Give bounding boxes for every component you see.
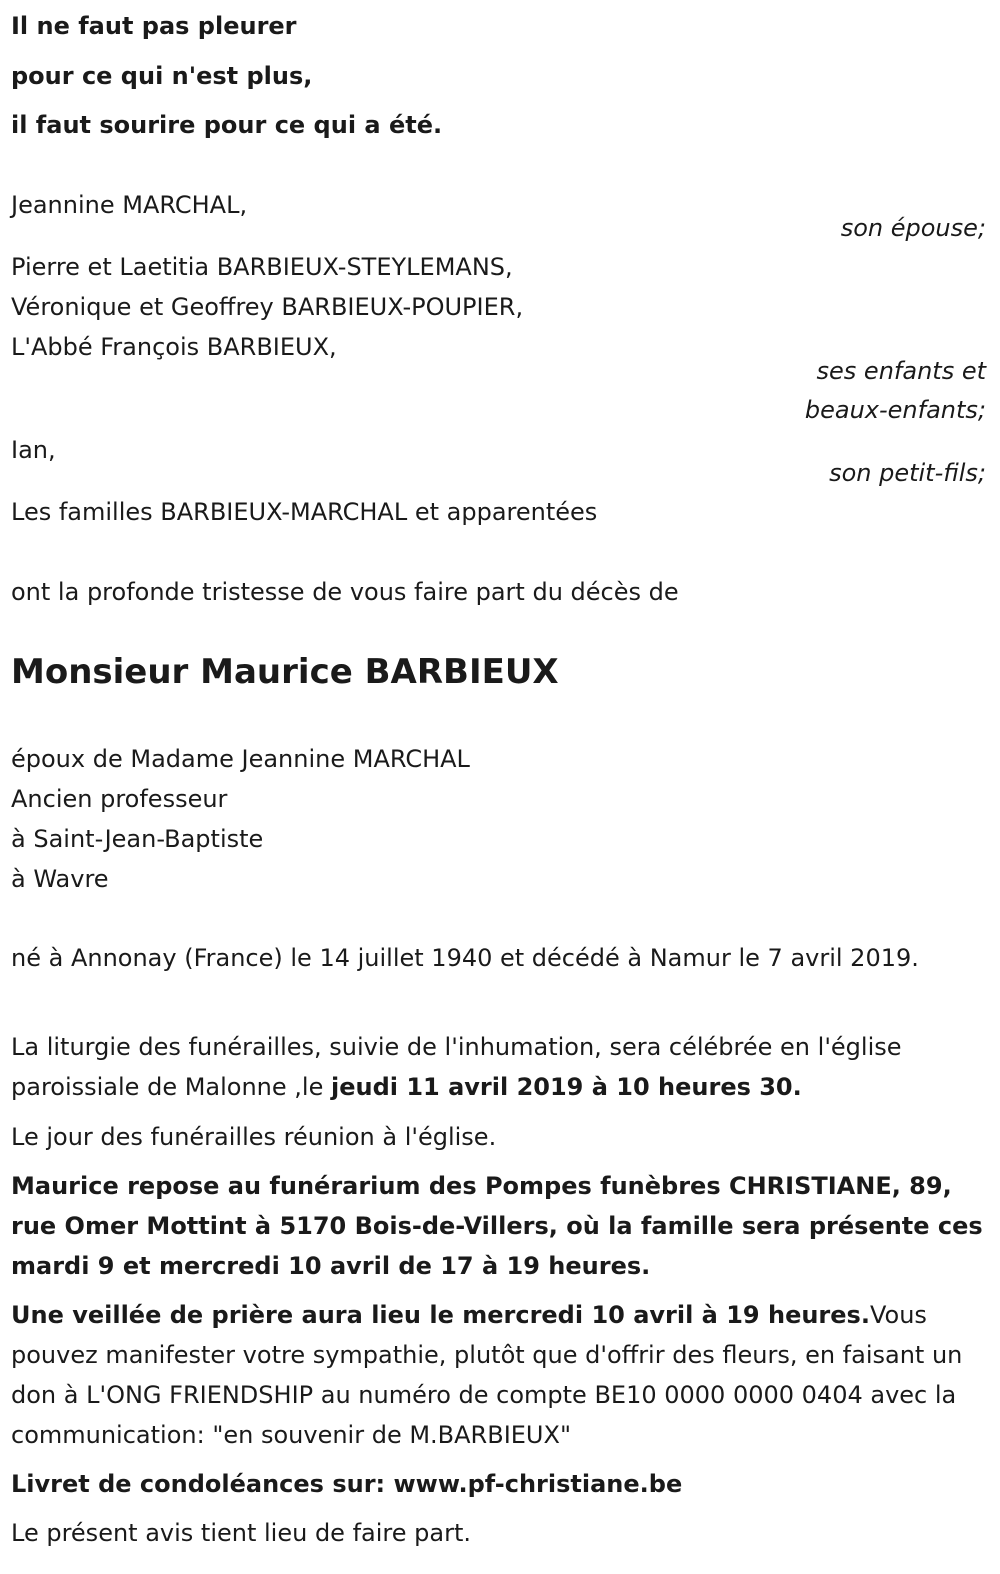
grandchild-role: son petit-fils; <box>829 459 986 487</box>
grandchild-name: Ian, <box>11 436 56 464</box>
children-role-2: beaux-enfants; <box>804 396 986 424</box>
families-line: Les familles BARBIEUX-MARCHAL et apparentées <box>11 498 598 526</box>
child-1: Pierre et Laetitia BARBIEUX-STEYLEMANS, <box>11 253 513 281</box>
children-role-1: ses enfants et <box>816 357 986 385</box>
spouse-name: Jeannine MARCHAL, <box>11 191 248 219</box>
closing: Le présent avis tient lieu de faire part. <box>11 1519 471 1547</box>
vigil <box>11 1295 986 1455</box>
spouse-role: son épouse; <box>840 214 986 242</box>
quote-line-1: Il ne faut pas pleurer <box>11 12 297 40</box>
quote-line-3: il faut sourire pour ce qui a été. <box>11 111 443 139</box>
liturgy-text: La liturgie des funérailles, suivie de l'inhumation, sera célébrée en l'église paroissiale de Malonne ,le <box>11 1033 902 1101</box>
announcement: ont la profonde tristesse de vous faire part du décès de <box>11 578 679 606</box>
detail-profession: Ancien professeur <box>11 785 228 813</box>
quote-line-2: pour ce qui n'est plus, <box>11 62 313 90</box>
reunion: Le jour des funérailles réunion à l'église. <box>11 1123 497 1151</box>
vigil-text: Vous pouvez manifester votre sympathie, plutôt que d'offrir des fleurs, en faisant un don à L'ONG FRIENDSHIP au numéro de compte BE10 0000 0000 0404 avec la communication: "en souvenir de M.BARBIEUX" <box>11 1301 963 1449</box>
funerarium: Maurice repose au funérarium des Pompes funèbres CHRISTIANE, 89, rue Omer Mottint à 5170 Bois-de-Villers, où la famille sera présente ces mardi 9 et mercredi 10 avril de 17 à 19 heures. <box>11 1172 983 1280</box>
detail-city: à Wavre <box>11 865 109 893</box>
condolences: Livret de condoléances sur: www.pf-christiane.be <box>11 1470 683 1498</box>
liturgy-date: jeudi 11 avril 2019 à 10 heures 30. <box>330 1073 802 1101</box>
child-3: L'Abbé François BARBIEUX, <box>11 333 337 361</box>
detail-spouse: époux de Madame Jeannine MARCHAL <box>11 745 470 773</box>
child-2: Véronique et Geoffrey BARBIEUX-POUPIER, <box>11 293 524 321</box>
detail-school: à Saint-Jean-Baptiste <box>11 825 264 853</box>
vigil-bold: Une veillée de prière aura lieu le mercredi 10 avril à 19 heures. <box>11 1301 870 1329</box>
deceased-name: Monsieur Maurice BARBIEUX <box>11 652 559 692</box>
liturgy <box>11 1027 986 1107</box>
birth-death: né à Annonay (France) le 14 juillet 1940 et décédé à Namur le 7 avril 2019. <box>11 944 919 972</box>
